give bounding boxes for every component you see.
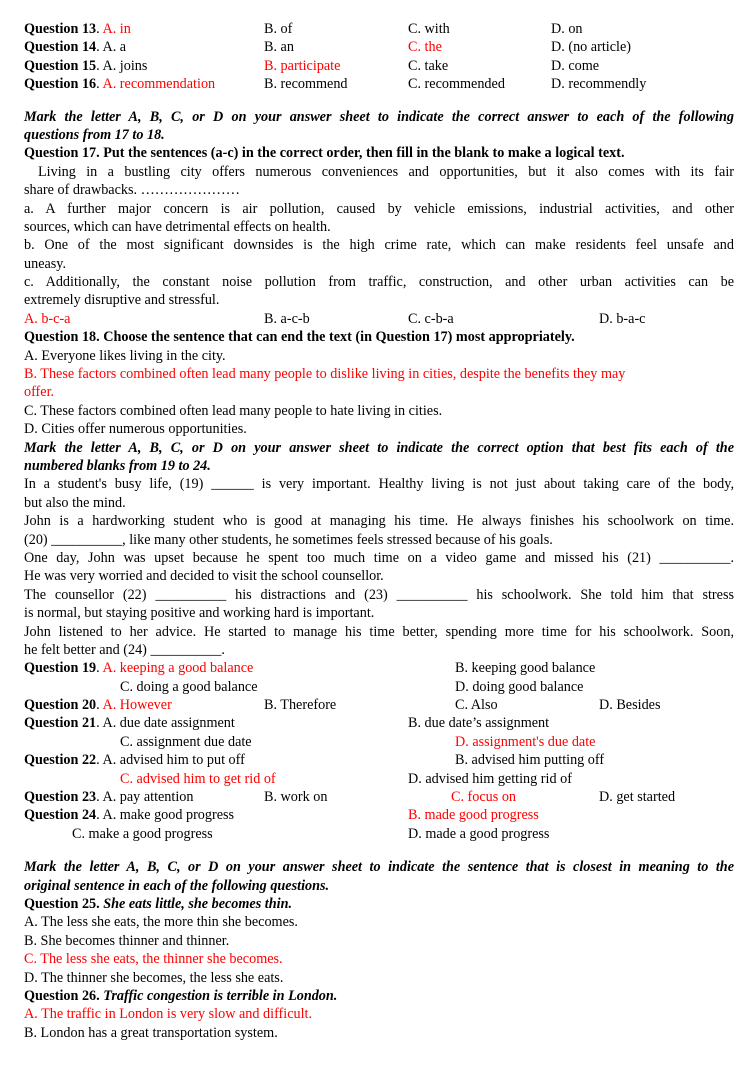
option-b: B. Therefore (264, 697, 337, 714)
question-24: Question 24. A. make good progress B. made good progress (24, 807, 539, 824)
question-15: Question 15. A. joins B. participate C. take D. come (24, 57, 600, 74)
option-a-answer: A. keeping a good balance (102, 660, 254, 677)
option-c: C. assignment due date (120, 733, 252, 750)
question-label: Question 22 (24, 752, 97, 769)
q17-sentence-c: c. Additionally, the constant noise pollution from traffic, construction, and other urban activities can be (24, 274, 734, 291)
q18-option-b-answer: B. These factors combined often lead many people to dislike living in cities, despite the benefits they may (24, 366, 626, 383)
q25-option-d: D. The thinner she becomes, the less she eats. (24, 969, 284, 986)
question-prompt: Traffic congestion is terrible in London. (103, 987, 338, 1004)
option-a-answer: A. However (102, 697, 172, 714)
option-d: D. advised him getting rid of (408, 770, 572, 787)
question-19: Question 19. A. keeping a good balance B. keeping good balance (24, 660, 596, 677)
option-d-answer: D. assignment's due date (455, 733, 596, 750)
question-label: Question 14 (24, 39, 97, 56)
question-14: Question 14. A. a B. an C. the D. (no article) (24, 39, 631, 56)
question-label: Question 23 (24, 789, 97, 806)
instruction-19-24-cont: numbered blanks from 19 to 24. (24, 457, 211, 474)
q17-text: Living in a bustling city offers numerous conveniences and opportunities, but it also comes with its fair (38, 163, 734, 180)
option-a: A. joins (102, 57, 148, 74)
q17-sentence-a-cont: sources, which can have detrimental effects on health. (24, 218, 331, 235)
question-22: Question 22. A. advised him to put off B. advised him putting off (24, 752, 605, 769)
option-d: D. Besides (599, 697, 661, 714)
question-17-label: Question 17. Put the sentences (a-c) in the correct order, then fill in the blank to make a logical text. (24, 145, 625, 162)
q18-option-d: D. Cities offer numerous opportunities. (24, 421, 247, 438)
question-label: Question 15 (24, 57, 97, 74)
q25-option-a: A. The less she eats, the more thin she becomes. (24, 914, 298, 931)
question-label: Question 19 (24, 660, 97, 677)
question-label: Question 26. (24, 987, 100, 1004)
passage-line: In a student's busy life, (19) ______ is very important. Healthy living is not just about taking care of the body, (24, 476, 734, 493)
q17-sentence-c-cont: extremely disruptive and stressful. (24, 292, 220, 309)
question-label: Question 13 (24, 21, 97, 37)
option-d: D. made a good progress (408, 825, 550, 842)
q18-option-b-answer-cont: offer. (24, 384, 55, 401)
option-a: A. due date assignment (102, 715, 235, 732)
option-c: C. with (408, 21, 450, 37)
question-18-label: Question 18. Choose the sentence that can end the text (in Question 17) most appropriately. (24, 329, 575, 346)
q17-text-cont: share of drawbacks. ………………… (24, 182, 240, 199)
option-c-answer: C. advised him to get rid of (120, 770, 276, 787)
instruction-25-26-cont: original sentence in each of the following questions. (24, 877, 330, 894)
question-13: Question 13. A. in B. of C. with D. on (24, 21, 583, 37)
option-c-answer: C. focus on (451, 789, 517, 806)
option-c: C. take (408, 57, 449, 74)
instruction-17-18: Mark the letter A, B, C, or D on your answer sheet to indicate the correct answer to each of the following (24, 108, 734, 125)
instruction-25-26: Mark the letter A, B, C, or D on your answer sheet to indicate the sentence that is closest in meaning to the (24, 859, 734, 876)
question-prompt: She eats little, she becomes thin. (103, 895, 293, 912)
question-20: Question 20. A. However B. Therefore C. Also D. Besides (24, 697, 661, 714)
option-a-answer: A. in (102, 21, 131, 37)
question-label: Question 24 (24, 807, 97, 824)
option-a: A. pay attention (102, 789, 194, 806)
question-19-cont (24, 678, 734, 696)
option-b: B. work on (264, 789, 328, 806)
instruction-19-24: Mark the letter A, B, C, or D on your answer sheet to indicate the correct option that best fits each of the (24, 439, 734, 456)
q17-options (24, 310, 734, 328)
option-b: B. keeping good balance (455, 660, 596, 677)
passage-line: John is a hardworking student who is good at managing his time. He always finishes his schoolwork on time. (24, 513, 734, 530)
question-label: Question 21 (24, 715, 97, 732)
question-23: Question 23. A. pay attention B. work on C. focus on D. get started (24, 789, 676, 806)
passage-line: (20) __________, like many other students, he sometimes feels stressed because of his goals. (24, 531, 553, 548)
q26-option-a-answer: A. The traffic in London is very slow and difficult. (24, 1006, 313, 1023)
question-21: Question 21. A. due date assignment B. due date’s assignment (24, 715, 550, 732)
question-24-cont (24, 825, 734, 843)
question-21-cont (24, 733, 734, 751)
option-b-answer: B. participate (264, 57, 341, 74)
instruction-17-18-cont: questions from 17 to 18. (24, 126, 165, 143)
question-25 (24, 895, 734, 913)
q25-option-c-answer: C. The less she eats, the thinner she becomes. (24, 951, 283, 968)
question-label: Question 20 (24, 697, 97, 714)
passage-line: he felt better and (24) __________. (24, 641, 225, 658)
option-a-answer: A. b-c-a (24, 310, 71, 327)
option-a: A. a (102, 39, 127, 56)
question-26 (24, 987, 734, 1005)
option-c: C. doing a good balance (120, 678, 258, 695)
q26-option-b: B. London has a great transportation system. (24, 1024, 278, 1041)
option-b: B. a-c-b (264, 310, 310, 327)
question-label: Question 25. (24, 895, 100, 912)
option-d: D. b-a-c (599, 310, 646, 327)
option-b: B. due date’s assignment (408, 715, 550, 732)
option-a: A. make good progress (102, 807, 235, 824)
passage-line: but also the mind. (24, 494, 126, 511)
question-22-cont (24, 770, 734, 788)
option-b: B. advised him putting off (455, 752, 605, 769)
option-d: D. on (551, 21, 583, 37)
q18-option-c: C. These factors combined often lead many people to hate living in cities. (24, 402, 443, 419)
option-c: C. Also (455, 697, 498, 714)
q17-sentence-b-cont: uneasy. (24, 255, 67, 272)
question-label: Question 16 (24, 76, 97, 93)
option-c: C. recommended (408, 76, 505, 93)
exam-page (24, 20, 734, 1042)
option-c: C. make a good progress (72, 825, 213, 842)
q17-sentence-b: b. One of the most significant downsides is the high crime rate, which can make residents feel unsafe and (24, 237, 734, 254)
option-d: D. (no article) (551, 39, 631, 56)
option-d: D. get started (599, 789, 676, 806)
option-d: D. recommendly (551, 76, 647, 93)
option-c-answer: C. the (408, 39, 442, 56)
passage-line: He was very worried and decided to visit the school counsellor. (24, 568, 384, 585)
q25-option-b: B. She becomes thinner and thinner. (24, 932, 230, 949)
question-16: Question 16. A. recommendation B. recommend C. recommended D. recommendly (24, 76, 647, 93)
option-d: D. doing good balance (455, 678, 584, 695)
q18-option-a: A. Everyone likes living in the city. (24, 347, 226, 364)
option-b-answer: B. made good progress (408, 807, 539, 824)
passage-line: is normal, but staying positive and working hard is important. (24, 605, 375, 622)
passage-line: The counsellor (22) __________ his distractions and (23) __________ his schoolwork. She told him that stress (24, 586, 734, 603)
q17-sentence-a: a. A further major concern is air pollution, caused by vehicle emissions, industrial activities, and other (24, 200, 734, 217)
option-d: D. come (551, 57, 600, 74)
option-a-answer: A. recommendation (102, 76, 216, 93)
option-a: A. advised him to put off (102, 752, 245, 769)
option-b: B. recommend (264, 76, 348, 93)
passage-line: John listened to her advice. He started to manage his time better, spending more time for his schoolwork. Soon, (24, 623, 734, 640)
option-b: B. of (264, 21, 293, 37)
option-b: B. an (264, 39, 294, 56)
option-c: C. c-b-a (408, 310, 454, 327)
passage-line: One day, John was upset because he spent too much time on a video game and missed his (21) __________. (24, 549, 734, 566)
